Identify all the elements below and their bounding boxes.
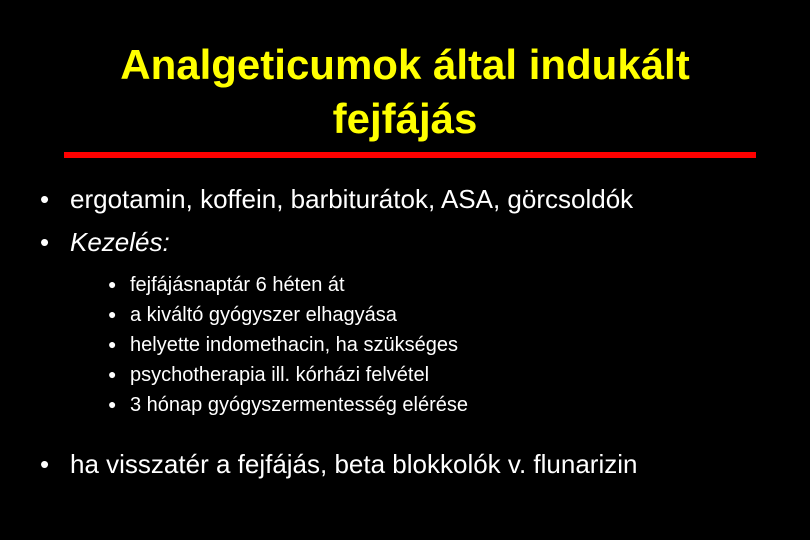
- sub-bullet-icon: ●: [108, 396, 117, 412]
- sub-bullet-icon: ●: [108, 336, 117, 352]
- sub-bullet-item: [108, 270, 468, 300]
- bullet-item-3: [40, 448, 637, 480]
- bullet-text: ha visszatér a fejfájás, beta blokkolók v. flunarizin: [70, 449, 638, 479]
- sub-bullet-item: [108, 300, 468, 330]
- bullet-item-2: [40, 226, 170, 258]
- slide-title: [20, 38, 790, 146]
- title-divider: [64, 152, 756, 158]
- sub-bullet-text: a kiváltó gyógyszer elhagyása: [130, 304, 397, 326]
- bullet-text: Kezelés:: [70, 227, 170, 257]
- sub-bullet-icon: ●: [108, 276, 117, 292]
- sub-bullet-text: 3 hónap gyógyszermentesség elérése: [130, 394, 468, 416]
- treatment-sub-list: [108, 270, 468, 420]
- bullet-icon: •: [40, 184, 50, 214]
- sub-bullet-item: [108, 330, 468, 360]
- bullet-text: ergotamin, koffein, barbiturátok, ASA, görcsoldók: [70, 184, 634, 214]
- sub-bullet-text: psychotherapia ill. kórházi felvétel: [130, 364, 430, 386]
- slide-title-line-1: Analgeticumok által indukált: [120, 41, 690, 88]
- sub-bullet-text: helyette indomethacin, ha szükséges: [130, 334, 458, 356]
- slide-title-line-2: fejfájás: [332, 95, 478, 142]
- sub-bullet-icon: ●: [108, 306, 117, 322]
- sub-bullet-icon: ●: [108, 366, 117, 382]
- sub-bullet-text: fejfájásnaptár 6 héten át: [130, 274, 345, 296]
- bullet-icon: •: [40, 449, 50, 479]
- sub-bullet-item: [108, 390, 468, 420]
- sub-bullet-item: [108, 360, 468, 390]
- bullet-item-1: [40, 183, 633, 215]
- bullet-icon: •: [40, 227, 50, 257]
